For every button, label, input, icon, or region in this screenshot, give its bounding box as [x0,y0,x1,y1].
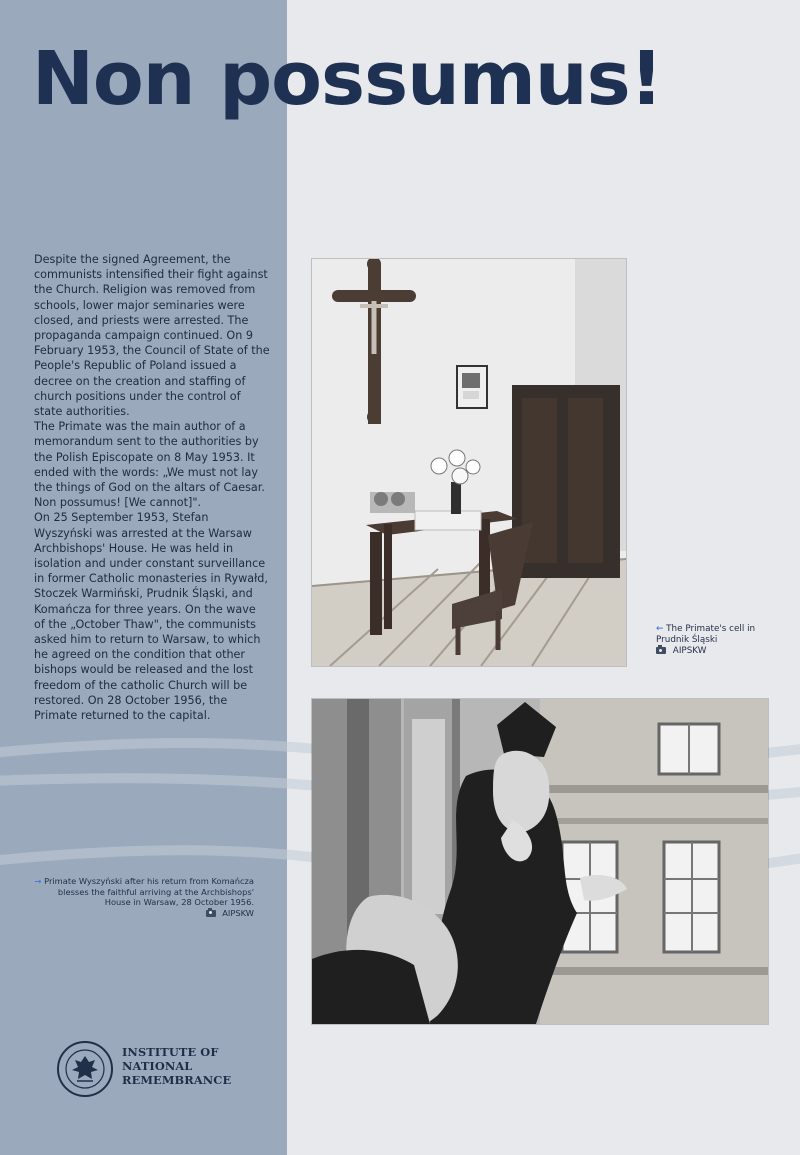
institute-name [122,1045,240,1087]
photo1-caption [656,624,780,657]
logo-line-2: NATIONAL [122,1059,193,1073]
page-title: Non possumus! [32,36,663,122]
paragraph-2: The Primate was the main author of a memorandum sent to the authorities by the Polish Episcopate on 8 May 1953. It ended with the words: „We must not lay the things of God on the altars of Caesar. Non possumus! [We cannot]". [34,420,265,510]
left-arrow-icon: ← [656,624,664,634]
logo-line-3: REMEMBRANCE [122,1073,232,1087]
paragraph-3: On 25 September 1953, Stefan Wyszyński was arrested at the Warsaw Archbishops' House. He was held in isolation and under constant surveillance in former Catholic monasteries in Rywałd, Stoczek Warmiński, Prudnik Śląski, and Komańcza for three years. On the wave of the „October Thaw", the communists asked him to return to Warsaw, to which he agreed on the condition that other bishops would be released and the lost freedom of the catholic Church will be restored. On 28 October 1956, the Primate returned to the capital. [34,511,268,723]
camera-icon [656,647,666,654]
paragraph-1: Despite the signed Agreement, the communists intensified their fight against the Church. Religion was removed from schools, lower major seminaries were closed, and priests were arrested. The propaganda campaign continued. On 9 February 1953, the Council of State of the People's Republic of Poland issued a decree on the creation and staffing of church positions under the control of state authorities. [34,253,270,419]
photo1-caption-text: The Primate's cell in Prudnik Śląski [656,624,756,645]
photo2-caption-text: Primate Wyszyński after his return from Komańcza blesses the faithful arriving at the Archbishops' House in Warsaw, 28 October 1956. [44,876,254,907]
photo-primate-cell [312,259,626,666]
photo2-credit: AIPSKW [222,907,254,918]
photo1-credit: AIPSKW [672,646,707,656]
right-arrow-icon: → [34,876,42,886]
photo-primate-blessing [312,699,768,1024]
institute-logo [56,1040,232,1100]
eagle-seal-icon [56,1040,114,1098]
logo-line-1: INSTITUTE OF [122,1045,219,1059]
main-text [34,252,270,723]
camera-icon [206,910,216,917]
photo2-caption [32,876,254,918]
